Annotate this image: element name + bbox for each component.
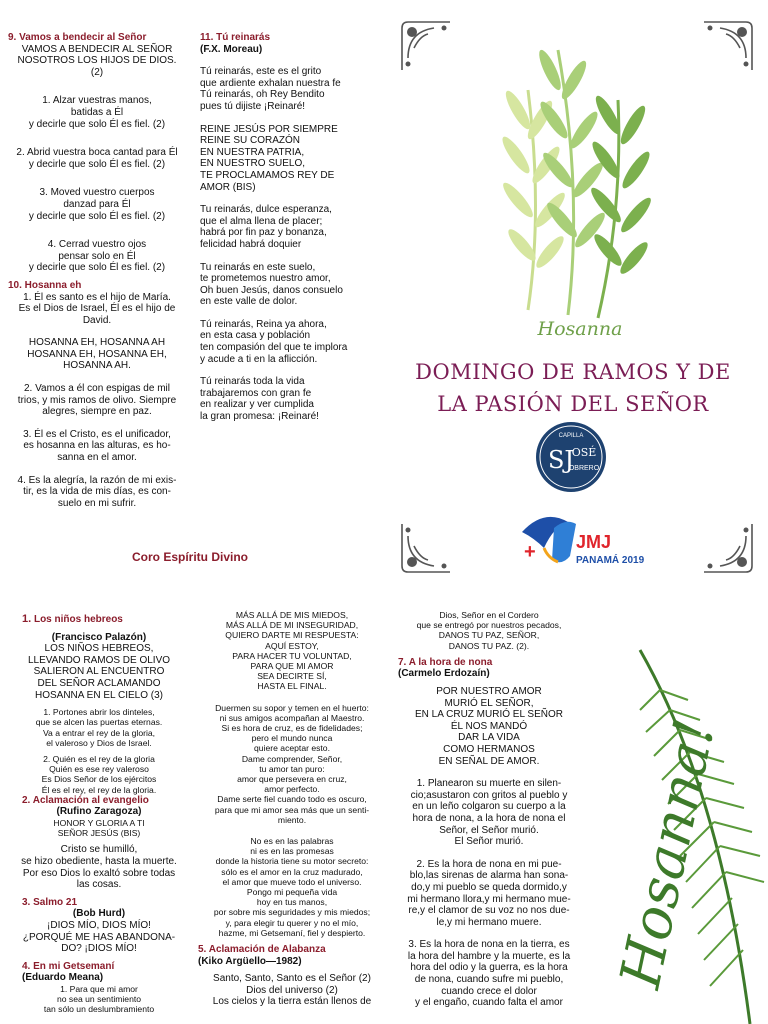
song-11-verse-1: Tú reinarás, este es el grito que ardiente exhalan nuestra fe Tú reinarás, oh Rey Bendito pues tú dijiste ¡Reinaré! [200, 66, 341, 112]
column-1 [8, 32, 186, 509]
ornament-corner-top-left-icon [398, 18, 454, 74]
ornament-corner-top-right-icon [700, 18, 756, 74]
song-11-author: (F.X. Moreau) [200, 43, 263, 55]
song-6-ending: Dios, Señor en el Cordero que se entregó por nuestros pecados, DANOS TU PAZ, SEÑOR, DANOS TU PAZ. (2). [416, 610, 562, 651]
svg-text:SJ: SJ [547, 446, 575, 474]
song-1-verse-1: 1. Portones abrir los dinteles, que se alcen las puertas eternas. Va a entrar el rey de la gloria, el valeroso y Dios de Israel. [35, 707, 163, 748]
song-3-title: 3. Salmo 21 [22, 896, 78, 908]
song-2-verse: Cristo se humilló, se hizo obediente, hasta la muerte. Por eso Dios lo exaltó sobre todas las cosas. [21, 844, 177, 891]
page-title: DOMINGO DE RAMOS Y DE LA PASIÓN DEL SEÑOR [415, 360, 731, 416]
hosanna-big-script: Hosanna! [608, 713, 729, 994]
svg-text:+: + [524, 541, 536, 563]
song-1-heading: 1. Los niños hebreos [22, 613, 123, 625]
song-7-refrain: POR NUESTRO AMOR MURIÓ EL SEÑOR, EN LA CRUZ MURIÓ EL SEÑOR ÉL NOS MANDÓ DAR LA VIDA COMO HERMANOS EN SEÑAL DE AMOR. [415, 686, 563, 767]
song-10-title: 10. Hosanna eh [8, 279, 82, 291]
song-3-author: (Bob Hurd) [72, 908, 126, 920]
song-2-author: (Rufino Zaragoza) [56, 806, 142, 818]
song-9-refrain: VAMOS A BENDECIR AL SEÑOR NOSOTROS LOS HIJOS DE DIOS. (2) [17, 43, 177, 78]
column-5 [198, 610, 386, 1008]
song-4-title: 4. En mi Getsemaní [22, 960, 115, 972]
column-6 [398, 610, 580, 1009]
svg-text:CAPILLA: CAPILLA [558, 433, 584, 439]
song-9-verse-1: 1. Alzar vuestras manos, batidas a Él y decirle que solo Él es fiel. (2) [28, 95, 166, 130]
svg-text:OBRERO: OBRERO [568, 465, 600, 472]
column-2 [200, 32, 380, 423]
song-1-author: (Francisco Palazón) [51, 631, 147, 643]
song-7-author: (Carmelo Erdozaín) [398, 668, 490, 680]
song-1-refrain: LOS NIÑOS HEBREOS, LLEVANDO RAMOS DE OLIVO SALIERON AL ENCUENTRO DEL SEÑOR ACLAMANDO HOSANNA EN EL CIELO (3) [27, 643, 171, 701]
song-11-title: 11. Tú reinarás [200, 32, 271, 43]
song-11-verse-5: Tú reinarás toda la vida trabajaremos con gran fe en realizar y ver cumplida la gran promesa: ¡Reinaré! [200, 376, 319, 423]
song-10-refrain: HOSANNA EH, HOSANNA AH HOSANNA EH, HOSANNA EH, HOSANNA AH. [27, 337, 167, 372]
song-3-refrain: ¡DIOS MÍO, DIOS MÍO! ¿PORQUÉ ME HAS ABANDONA- DO? ¡DIOS MÍO! [22, 919, 176, 955]
hosanna-script: Hosanna [537, 318, 623, 340]
song-5-title: 5. Aclamación de Alabanza [198, 944, 326, 956]
ornament-corner-bottom-right-icon [700, 520, 756, 576]
song-10-verse-1: 1. Él es santo es el hijo de María. Es el Dios de Israel, Él es el hijo de David. [18, 291, 176, 326]
song-4-verse-3: No es en las palabras ni es en las promesas donde la historia tiene su motor secreto: sólo es el amor en la cruz madurado, el amor que mueve todo el universo. Pongo mi pequeña vida hoy en tus manos, por sobre mis seguridades y mis miedos; y, para elegir tu querer y no el mío, hazme, mi Getsemaní, fiel y despierto. [213, 836, 371, 938]
song-10-verse-2: 2. Vamos a él con espigas de mil trios, y mis ramos de olivo. Siempre alegres, siempre en paz. [17, 383, 177, 418]
song-4-verse-1: 1. Para que mi amor no sea un sentimiento tan sólo un deslumbramiento [43, 983, 155, 1015]
song-5-author: (Kiko Argüello—1982) [198, 955, 302, 967]
song-10-verse-3: 3. Él es el Cristo, es el unificador, es hosanna en las alturas, es ho- sanna en el amor. [23, 428, 171, 464]
chapel-seal-logo [534, 420, 608, 494]
jmj-panama-logo [514, 508, 644, 574]
choir-name: Coro Espíritu Divino [132, 550, 249, 564]
song-9-verse-4: 4. Cerrad vuestro ojos pensar solo en Él y decirle que solo Él es fiel. (2) [28, 239, 166, 274]
song-4-refrain: MÁS ALLÁ DE MIS MIEDOS, MÁS ALLÁ DE MI INSEGURIDAD, QUIERO DARTE MI RESPUESTA: AQUÍ ESTOY, PARA HACER TU VOLUNTAD, PARA QUE MI AMOR SEA DECIRTE SÍ, HASTA EL FINAL. [225, 610, 359, 692]
song-4-verse-2: Duermen su sopor y temen en el huerto: ni sus amigos acompañan al Maestro. Si es hora de cruz, es de fidelidades; pero el mundo nunca quiere aceptar esto. Dame comprender, Señor, tu amor tan puro: amor que persevera en cruz, amor perfecto. Dame serte fiel cuando todo es oscuro, para que mi amor sea más que un senti- miento. [214, 702, 370, 825]
song-9-title: 9. Vamos a bendecir al Señor [8, 32, 147, 43]
song-10-verse-4: 4. Es la alegría, la razón de mi exis- tir, es la vida de mis días, es con- suelo en mi sufrir. [17, 474, 177, 509]
song-5-verse: Santo, Santo, Santo es el Señor (2) Dios del universo (2) Los cielos y la tierra están llenos de [212, 973, 372, 1008]
song-7-verse-2: 2. Es la hora de nona en mi pue- blo,las sirenas de alarma han sona- do,y mi pueblo se queda dormido,y mi hermano llora,y mi hermano mue- re,y el clamor de su voz no nos due- le,y mi hermano muere. [407, 858, 571, 928]
song-7-title: 7. A la hora de nona [398, 656, 493, 668]
song-7-verse-1: 1. Planearon su muerte en silen- cio;asustaron con gritos al pueblo y en un leño colgaron su cuerpo a la hora de nona, a la hora de nona el Señor, el Señor murió. El Señor murió. [410, 778, 568, 848]
palm-branches-icon [488, 30, 658, 320]
svg-text:OSÉ: OSÉ [571, 446, 597, 459]
song-4-author: (Eduardo Meana) [22, 972, 104, 984]
song-11-verse-4: Tú reinarás, Reina ya ahora, en esta casa y población ten compasión del que te implora y acude a ti en la aflicción. [200, 318, 348, 365]
song-7-verse-3: 3. Es la hora de nona en la tierra, es la hora del hambre y la muerte, es la hora del odio y la guerra, es la hora de nona, cuando sufre mi pueblo, cuando crece el dolor y el engaño, cuando falta el amor [407, 939, 571, 1009]
svg-text:JMJ: JMJ [576, 532, 612, 552]
column-4 [8, 614, 190, 1015]
svg-text:PANAMÁ 2019: PANAMÁ 2019 [576, 555, 644, 566]
song-11-verse-3: Tu reinarás en este suelo, te prometemos nuestro amor, Oh buen Jesús, danos consuelo en este valle de dolor. [200, 261, 343, 308]
song-2-refrain: HONOR Y GLORIA A TI SEÑOR JESÚS (BIS) [53, 817, 145, 839]
ornament-corner-bottom-left-icon [398, 520, 454, 576]
song-9-verse-2: 2. Abrid vuestra boca cantad para Él y decirle que solo Él es fiel. (2) [16, 147, 178, 170]
song-9-verse-3: 3. Moved vuestro cuerpos danzad para Él y decirle que solo Él es fiel. (2) [28, 187, 166, 222]
song-2-title: 2. Aclamación al evangelio [22, 794, 149, 806]
song-11-verse-2: Tu reinarás, dulce esperanza, que el alma llena de placer; habrá por fin paz y bonanza, felicidad habrá doquier [200, 204, 332, 250]
song-1-verse-2: 2. Quién es el rey de la gloria Quién es ese rey valeroso Es Dios Señor de los ejércitos Él es el rey, el rey de la gloria. [41, 753, 157, 795]
song-11-refrain: REINE JESÚS POR SIEMPRE REINE SU CORAZÓN EN NUESTRA PATRIA, EN NUESTRO SUELO, TE PROCLAMAMOS REY DE AMOR (BIS) [200, 123, 338, 193]
